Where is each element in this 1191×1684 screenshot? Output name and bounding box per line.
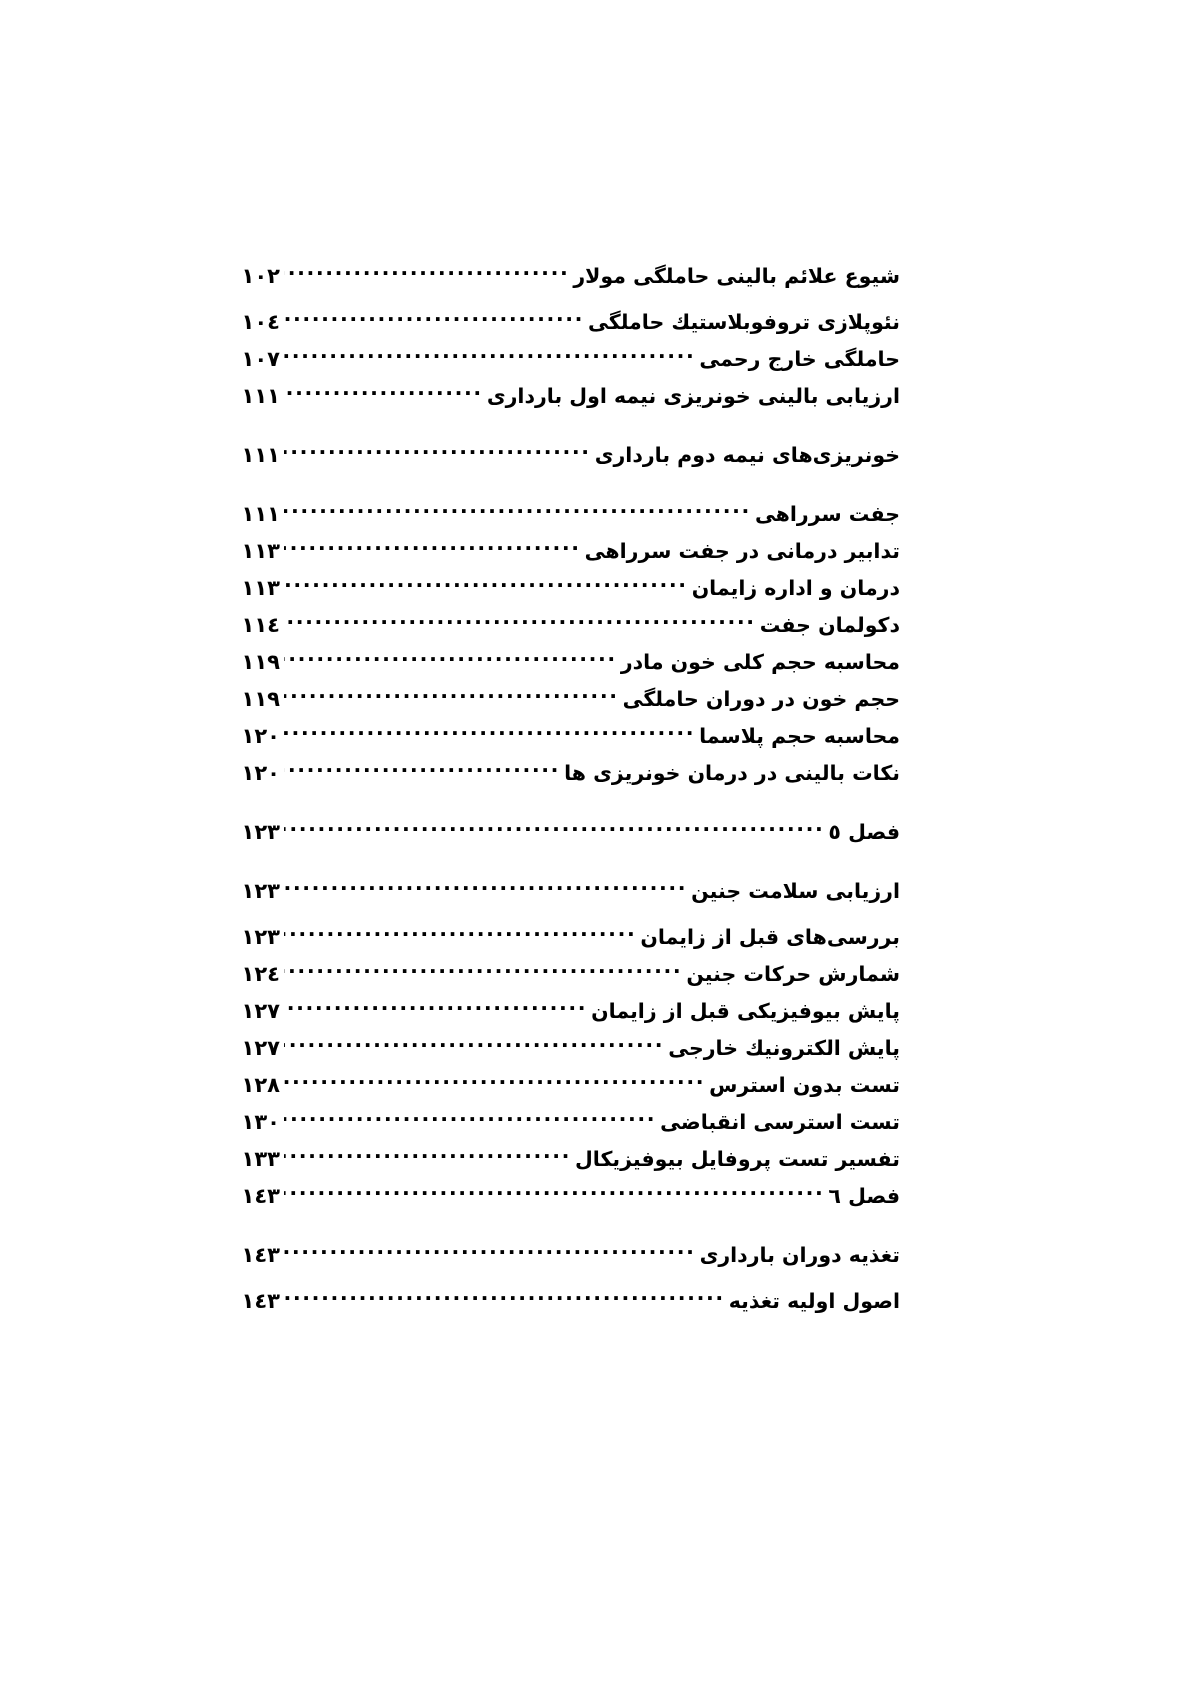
- toc-entry-title: شیوع علائم بالینی حاملگی مولار: [573, 263, 900, 288]
- toc-dot-leader: [284, 1071, 705, 1092]
- toc-dot-leader: [284, 382, 483, 403]
- toc-entry[interactable]: [228, 1145, 900, 1182]
- toc-dot-leader: [284, 1287, 725, 1308]
- toc-entry[interactable]: [228, 537, 900, 574]
- toc-entry-title: تفسیر تست پروفایل بیوفیزیكال: [575, 1146, 900, 1171]
- toc-entry-title: نئوپلازی تروفوبلاستیك حاملگی: [588, 309, 900, 334]
- toc-dot-leader: [284, 1241, 696, 1262]
- toc-entry-page-number: ١١٤: [241, 612, 280, 637]
- toc-dot-leader: [284, 1034, 664, 1055]
- toc-entry-title: محاسبه حجم كلی خون مادر: [620, 649, 900, 674]
- toc-entry-title: نكات بالینی در درمان خونریزی ها: [564, 760, 900, 785]
- toc-entry-title: حجم خون در دوران حاملگی: [622, 686, 900, 711]
- toc-entry-title: جفت سرراهی: [754, 501, 900, 526]
- toc-entry[interactable]: [228, 818, 900, 855]
- toc-entry[interactable]: [228, 441, 900, 478]
- toc-entry-title: درمان و اداره زایمان: [691, 575, 900, 600]
- toc-entry[interactable]: [228, 1034, 900, 1071]
- toc-entry[interactable]: [228, 382, 900, 419]
- toc-entry-title: محاسبه حجم پلاسما: [699, 723, 900, 748]
- toc-dot-leader: [284, 877, 687, 898]
- toc-entry-title: بررسی‌های قبل از زایمان: [640, 924, 900, 949]
- toc-entry-page-number: ١٢٣: [241, 819, 280, 844]
- toc-entry-page-number: ١٠٢: [241, 263, 280, 288]
- toc-entry-page-number: ١٠٧: [241, 346, 280, 371]
- toc-entry[interactable]: [228, 648, 900, 685]
- toc-entry-page-number: ١٢٣: [241, 878, 280, 903]
- toc-dot-leader: [284, 500, 751, 521]
- toc-entry-title: شمارش حركات جنین: [686, 961, 900, 986]
- toc-entry-page-number: ١٣٣: [241, 1146, 280, 1171]
- toc-entry-title: تدابیر درمانی در جفت سرراهی: [584, 538, 900, 563]
- toc-entry-page-number: ١٢٠: [241, 760, 280, 785]
- toc-entry-page-number: ١١١: [241, 501, 280, 526]
- toc-dot-leader: [284, 1182, 824, 1203]
- toc-entry-page-number: ١٢٧: [241, 998, 280, 1023]
- toc-entry-page-number: ١١٣: [241, 575, 280, 600]
- toc-dot-leader: [284, 574, 688, 595]
- toc-entry-page-number: ١٢٤: [241, 961, 280, 986]
- toc-entry-page-number: ١١١: [241, 442, 280, 467]
- toc-entry-page-number: ١١٩: [241, 649, 280, 674]
- toc-entry-title: ارزیابی سلامت جنین: [691, 878, 900, 903]
- toc-entry[interactable]: [228, 685, 900, 722]
- toc-dot-leader: [284, 685, 619, 706]
- toc-dot-leader: [284, 262, 569, 283]
- toc-dot-leader: [284, 441, 591, 462]
- toc-entry-list: [228, 262, 900, 1324]
- toc-entry[interactable]: [228, 1071, 900, 1108]
- toc-entry[interactable]: [228, 308, 900, 345]
- toc-dot-leader: [284, 759, 560, 780]
- toc-dot-leader: [284, 1108, 656, 1129]
- toc-entry[interactable]: [228, 997, 900, 1034]
- toc-entry-page-number: ١٢٨: [241, 1072, 280, 1097]
- toc-entry-page-number: ١٢٠: [241, 723, 280, 748]
- toc-entry-page-number: ١٤٣: [241, 1242, 280, 1267]
- toc-dot-leader: [284, 648, 617, 669]
- toc-entry[interactable]: [228, 1182, 900, 1219]
- toc-entry-title: اصول اولیه تغذیه: [728, 1288, 900, 1313]
- toc-entry-page-number: ١٠٤: [241, 309, 280, 334]
- toc-entry[interactable]: [228, 759, 900, 796]
- toc-entry[interactable]: [228, 722, 900, 759]
- toc-entry-page-number: ١٣٠: [241, 1109, 280, 1134]
- toc-entry-title: ارزیابی بالینی خونریزی نیمه اول بارداری: [486, 383, 900, 408]
- toc-entry[interactable]: [228, 262, 900, 299]
- toc-dot-leader: [284, 923, 636, 944]
- toc-entry[interactable]: [228, 574, 900, 611]
- toc-entry[interactable]: [228, 923, 900, 960]
- toc-dot-leader: [284, 308, 584, 329]
- toc-entry-page-number: ١١١: [241, 383, 280, 408]
- toc-entry-title: پایش الكترونیك خارجی: [668, 1035, 900, 1060]
- toc-entry[interactable]: [228, 1241, 900, 1278]
- toc-dot-leader: [284, 345, 695, 366]
- toc-dot-leader: [284, 997, 587, 1018]
- toc-entry[interactable]: [228, 1108, 900, 1145]
- toc-entry-title: پایش بیوفیزیکی قبل از زایمان: [591, 998, 900, 1023]
- toc-entry-title: تغذیه دوران بارداری: [699, 1242, 900, 1267]
- toc-dot-leader: [284, 960, 682, 981]
- toc-entry[interactable]: [228, 611, 900, 648]
- toc-entry-title: تست استرسی انقباضی: [660, 1109, 900, 1134]
- toc-entry-title: تست بدون استرس: [709, 1072, 900, 1097]
- toc-dot-leader: [284, 537, 581, 558]
- toc-entry[interactable]: [228, 1287, 900, 1324]
- toc-dot-leader: [284, 611, 756, 632]
- toc-dot-leader: [284, 1145, 571, 1166]
- toc-entry-title: خونریزی‌های نیمه دوم بارداری: [594, 442, 900, 467]
- toc-entry[interactable]: [228, 960, 900, 997]
- toc-entry-page-number: ١١٩: [241, 686, 280, 711]
- toc-entry-title: فصل ٦: [828, 1183, 900, 1208]
- toc-dot-leader: [284, 722, 695, 743]
- toc-dot-leader: [284, 818, 824, 839]
- toc-entry[interactable]: [228, 500, 900, 537]
- toc-entry[interactable]: [228, 345, 900, 382]
- toc-entry-page-number: ١١٣: [241, 538, 280, 563]
- toc-entry-title: فصل ٥: [828, 819, 900, 844]
- toc-entry-page-number: ١٢٧: [241, 1035, 280, 1060]
- toc-entry-title: دكولمان جفت: [759, 612, 900, 637]
- toc-entry-title: حاملگی خارج رحمی: [699, 346, 900, 371]
- toc-entry-page-number: ١٢٣: [241, 924, 280, 949]
- toc-entry-page-number: ١٤٣: [241, 1183, 280, 1208]
- toc-entry-page-number: ١٤٣: [241, 1288, 280, 1313]
- toc-entry[interactable]: [228, 877, 900, 914]
